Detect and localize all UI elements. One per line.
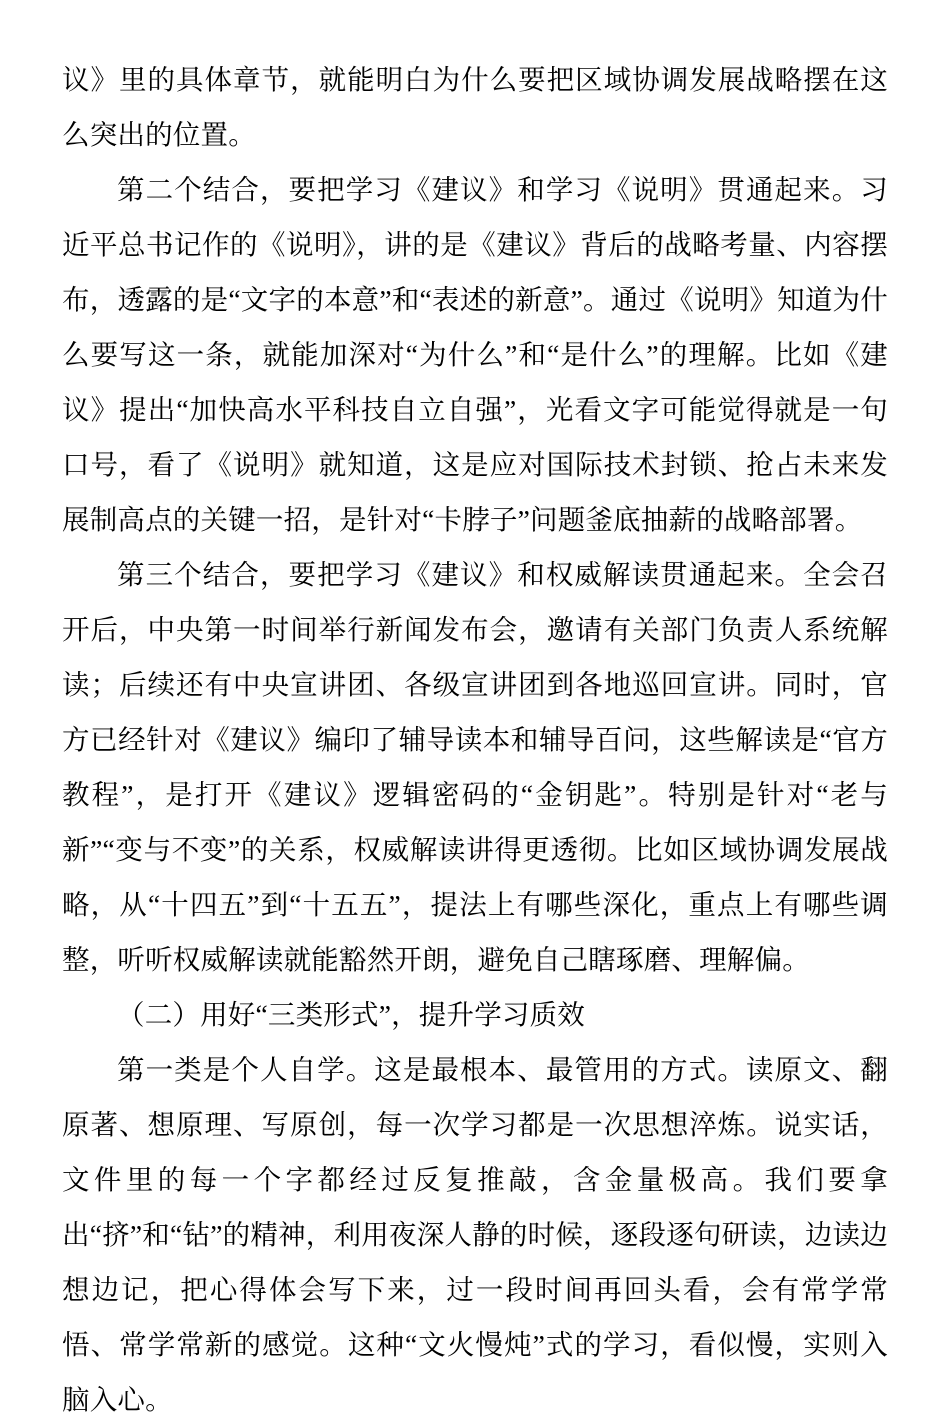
paragraph-first-type: 第一类是个人自学。这是最根本、最管用的方式。读原文、翻原著、想原理、写原创，每一次学习都是一次思想淬炼。说实话，文件里的每一个字都经过反复推敲，含金量极高。我们要拿出“挤”和“钻”的精神，利用夜深人静的时候，逐段逐句研读，边读边想边记，把心得体会写下来，过一段时间再回头看，会有常学常悟、常学常新的感觉。这种“文火慢炖”式的学习，看似慢，实则入脑入心。 [62, 1054, 888, 1415]
paragraph-continued: 议》里的具体章节，就能明白为什么要把区域协调发展战略摆在这么突出的位置。 [62, 64, 888, 150]
document-body [62, 52, 888, 1427]
section-heading-two: （二）用好“三类形式”，提升学习质效 [117, 999, 586, 1030]
paragraph-second-combination: 第二个结合，要把学习《建议》和学习《说明》贯通起来。习近平总书记作的《说明》，讲的是《建议》背后的战略考量、内容摆布，透露的是“文字的本意”和“表述的新意”。通过《说明》知道为什么要写这一条，就能加深对“为什么”和“是什么”的理解。比如《建议》提出“加快高水平科技自立自强”，光看文字可能觉得就是一句口号，看了《说明》就知道，这是应对国际技术封锁、抢占未来发展制高点的关键一招，是针对“卡脖子”问题釜底抽薪的战略部署。 [62, 174, 888, 535]
paragraph-third-combination: 第三个结合，要把学习《建议》和权威解读贯通起来。全会召开后，中央第一时间举行新闻发布会，邀请有关部门负责人系统解读；后续还有中央宣讲团、各级宣讲团到各地巡回宣讲。同时，官方已经针对《建议》编印了辅导读本和辅导百问，这些解读是“官方教程”，是打开《建议》逻辑密码的“金钥匙”。特别是针对“老与新”“变与不变”的关系，权威解读讲得更透彻。比如区域协调发展战略，从“十四五”到“十五五”，提法上有哪些深化，重点上有哪些调整，听听权威解读就能豁然开朗，避免自己瞎琢磨、理解偏。 [62, 559, 888, 975]
